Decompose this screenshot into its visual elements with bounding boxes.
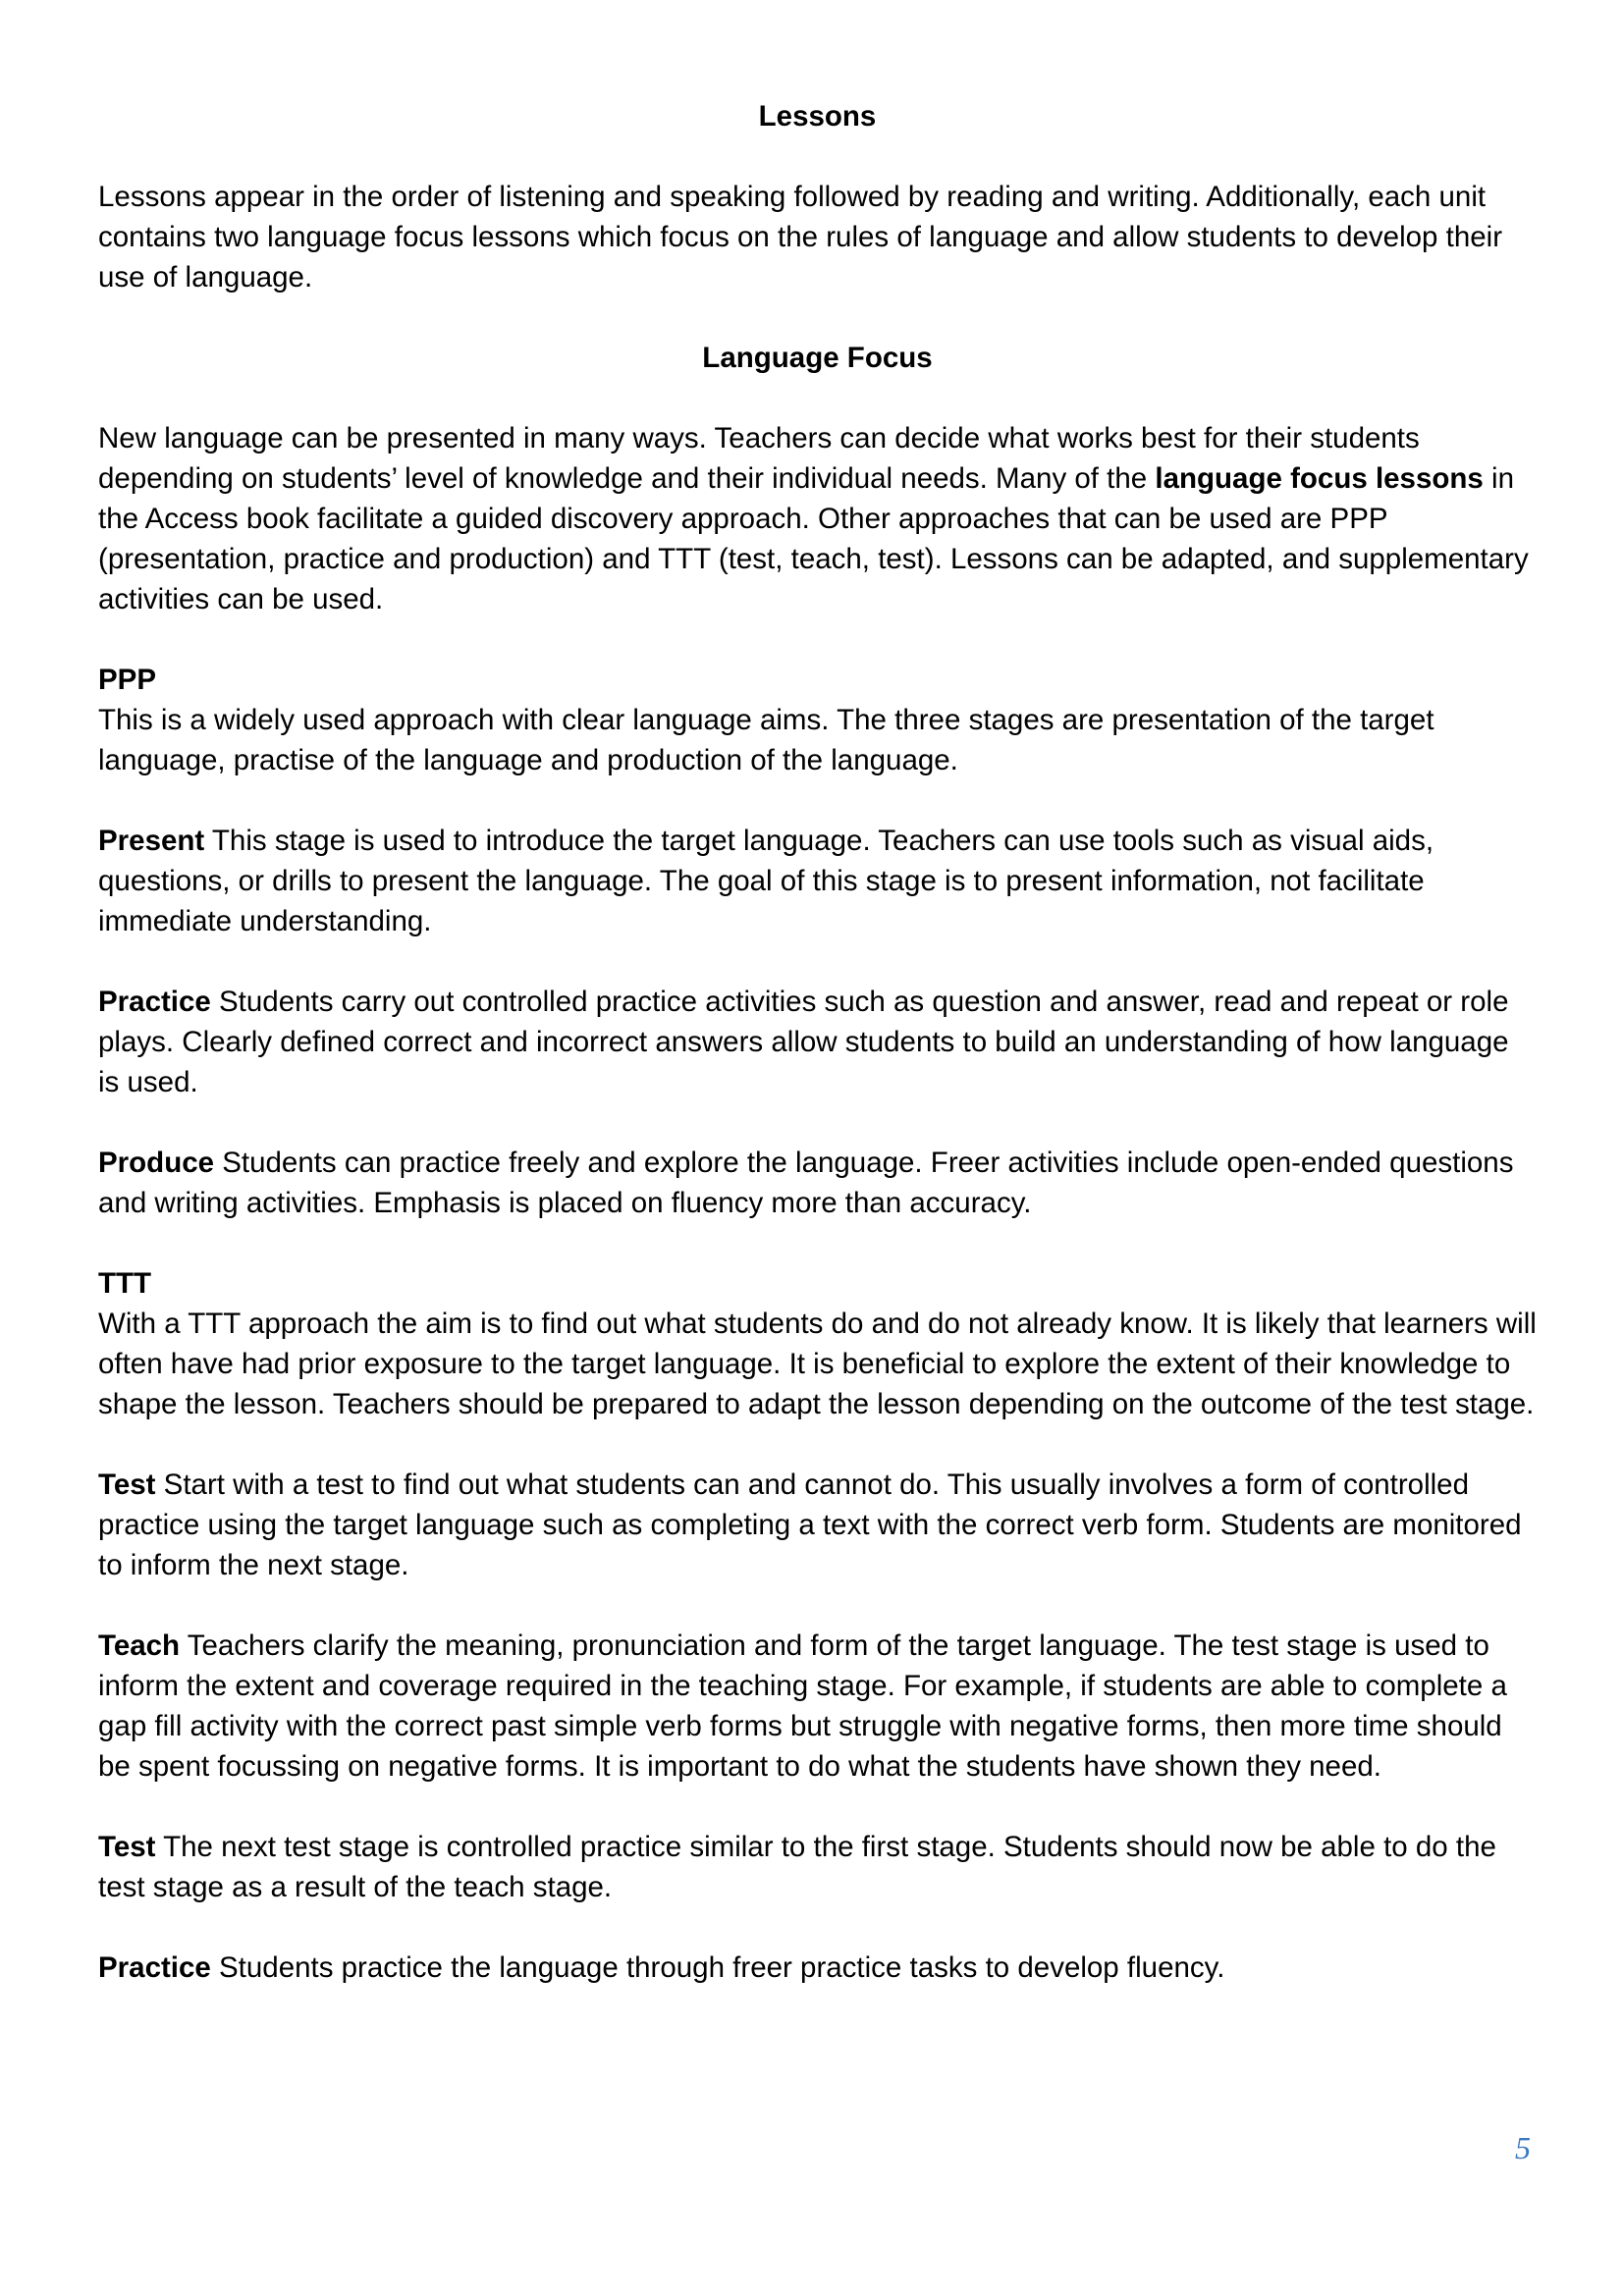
spacer [98, 941, 1537, 982]
ppp-stage-present [98, 821, 1537, 941]
page-number: 5 [1515, 2130, 1531, 2165]
document-page [98, 96, 1537, 1988]
stage-text: Students practice the language through freer practice tasks to develop fluency. [210, 1951, 1225, 1984]
stage-term: Practice [98, 1951, 211, 1984]
ppp-heading: PPP [98, 664, 157, 696]
stage-term: Present [98, 825, 205, 857]
language-focus-lessons-term: language focus lessons [1155, 462, 1484, 495]
stage-term: Test [98, 1831, 156, 1863]
ppp-stage-practice [98, 982, 1537, 1102]
ttt-stage-practice [98, 1948, 1537, 1988]
spacer [98, 1102, 1537, 1143]
ppp-stage-produce [98, 1143, 1537, 1223]
spacer [98, 1585, 1537, 1626]
spacer [98, 378, 1537, 418]
lessons-heading: Lessons [758, 100, 877, 133]
ttt-intro: With a TTT approach the aim is to find out what students do and do not already know. It is likely that learners will often have had prior exposure to the target language. It is beneficial to explore the extent of their knowledge to shape the lesson. Teachers should be prepared to adapt the lesson depending on the outcome of the test stage. [98, 1308, 1537, 1420]
ppp-intro: This is a widely used approach with clear language aims. The three stages are presentation of the target language, practise of the language and production of the language. [98, 704, 1434, 776]
stage-text: Students carry out controlled practice activities such as question and answer, read and repeat or role plays. Clearly defined correct and incorrect answers allow students to build an understanding of how language is used. [98, 986, 1509, 1098]
stage-text: Students can practice freely and explore the language. Freer activities include open-ended questions and writing activities. Emphasis is placed on fluency more than accuracy. [98, 1147, 1514, 1219]
stage-text: This stage is used to introduce the target language. Teachers can use tools such as visual aids, questions, or drills to present the language. The goal of this stage is to present information, not facilitate immediate understanding. [98, 825, 1434, 937]
spacer [98, 297, 1537, 338]
stage-term: Teach [98, 1629, 181, 1662]
language-focus-text-2: in the Access book facilitate a guided discovery approach. Other approaches that can be used are PPP (presentation, practice and production) and TTT (test, teach, test). Lessons can be adapted, and supplementary activities can be used. [98, 462, 1529, 615]
language-focus-text-1: New language can be presented in many ways. Teachers can decide what works best for their students depending on students’ level of knowledge and their individual needs. Many of the [98, 422, 1420, 495]
spacer [98, 619, 1537, 660]
spacer [98, 1223, 1537, 1263]
stage-text: Teachers clarify the meaning, pronunciation and form of the target language. The test stage is used to inform the extent and coverage required in the teaching stage. For example, if students are able to complete a gap fill activity with the correct past simple verb forms but struggle with negative forms, then more time should be spent focussing on negative forms. It is important to do what the students have shown they need. [98, 1629, 1507, 1783]
language-focus-paragraph [98, 418, 1537, 619]
spacer [98, 1787, 1537, 1827]
spacer [98, 780, 1537, 821]
stage-text: The next test stage is controlled practice similar to the first stage. Students should now be able to do the test stage as a result of the teach stage. [98, 1831, 1496, 1903]
language-focus-heading: Language Focus [702, 342, 933, 374]
stage-term: Produce [98, 1147, 215, 1179]
spacer [98, 136, 1537, 177]
stage-term: Practice [98, 986, 211, 1018]
ttt-stage-test [98, 1465, 1537, 1585]
stage-term: Test [98, 1468, 156, 1501]
spacer [98, 1424, 1537, 1465]
ttt-stage-teach [98, 1626, 1537, 1787]
spacer [98, 1907, 1537, 1948]
stage-text: Start with a test to find out what students can and cannot do. This usually involves a form of controlled practice using the target language such as completing a text with the correct verb form. Students are monitored to inform the next stage. [98, 1468, 1522, 1581]
ttt-stage-test-2 [98, 1827, 1537, 1907]
lessons-paragraph: Lessons appear in the order of listening and speaking followed by reading and writing. Additionally, each unit contains two language focus lessons which focus on the rules of language and allow students to develop their use of language. [98, 181, 1503, 294]
ttt-heading: TTT [98, 1267, 152, 1300]
